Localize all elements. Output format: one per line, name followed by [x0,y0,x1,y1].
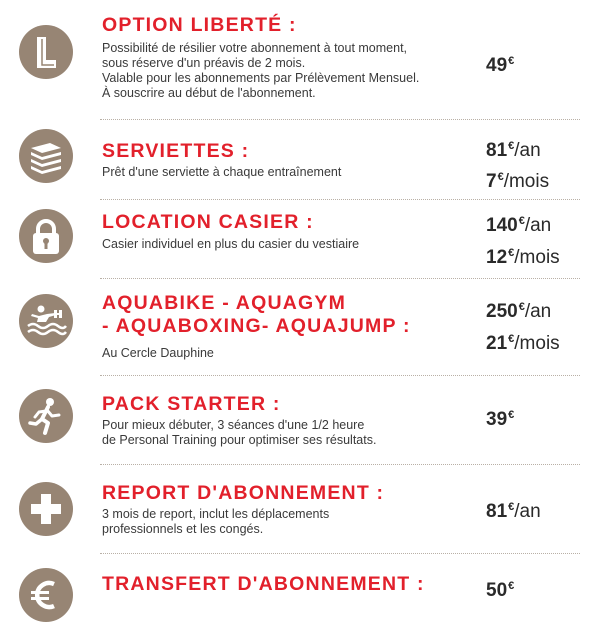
towel-icon [19,129,73,183]
aqua-swimmer-icon [19,294,73,348]
offer-description: Pour mieux débuter, 3 séances d'une 1/2 heure de Personal Training pour optimiser ses résultats. [102,418,377,447]
offer-price-yearly: 250€/an [486,301,552,322]
divider [100,464,580,465]
runner-icon [19,389,73,443]
offer-price: 49€ [486,55,515,76]
offer-title: LOCATION CASIER : [102,211,314,233]
offer-price: 50€ [486,580,515,601]
letter-l-icon [19,25,73,79]
divider [100,199,580,200]
padlock-icon [19,209,73,263]
offer-description: Casier individuel en plus du casier du vestiaire [102,237,360,251]
divider [100,278,580,279]
offer-title: TRANSFERT D'ABONNEMENT : [102,573,425,595]
offer-description: Prêt d'une serviette à chaque entraînement [102,165,342,179]
offer-price-yearly: 140€/an [486,215,552,236]
divider [100,119,580,120]
offer-title: REPORT D'ABONNEMENT : [102,482,385,504]
offer-price-monthly: 21€/mois [486,333,560,354]
euro-icon [19,568,73,622]
divider [100,553,580,554]
offer-price-yearly: 81€/an [486,140,541,161]
divider [100,375,580,376]
offer-description: Possibilité de résilier votre abonnement à tout moment, sous réserve d'un préavis de 2 mois. Valable pour les abonnements par Prélèvement Mensuel. À souscrire au début de l'abonnement. [102,41,420,100]
offer-price-monthly: 12€/mois [486,247,560,268]
offer-description: Au Cercle Dauphine [102,346,214,360]
offer-description: 3 mois de report, inclut les déplacements professionnels et les congés. [102,507,330,536]
offer-price-monthly: 7€/mois [486,171,550,192]
offer-title: SERVIETTES : [102,140,250,162]
plus-cross-icon [19,482,73,536]
offer-title: OPTION LIBERTÉ : [102,14,297,36]
offer-title: PACK STARTER : [102,393,281,415]
offer-price: 39€ [486,409,515,430]
offer-price: 81€/an [486,501,541,522]
offer-title: AQUABIKE - AQUAGYM - AQUABOXING- AQUAJUMP : [102,292,411,337]
